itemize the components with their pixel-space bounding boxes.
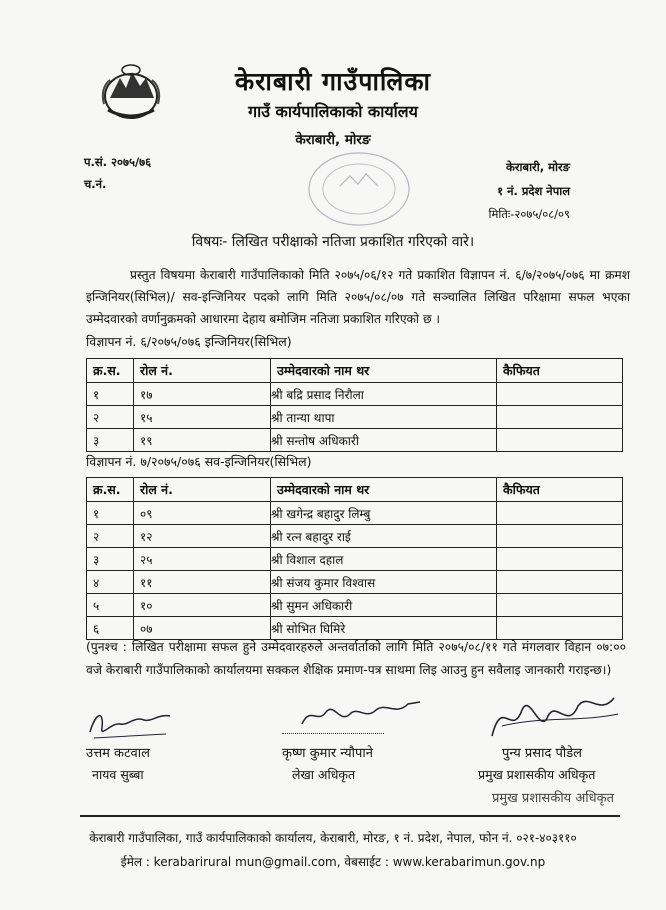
serial-cell: १ (87, 383, 134, 406)
office-seal-stamp (300, 146, 418, 232)
postscript-note: (पुनश्च : लिखित परीक्षामा सफल हुने उम्मेदवारहरुले अन्तर्वार्ताको लागि मिति २०७५/०८/११ गते मंगलवार विहान ०७:०० वजे केराबारी गाउँपालिकाको कार्यालयमा सक्कल शैक्षिक प्रमाण-पत्र साथमा लिइ आउनु हुन सवैलाइ जानकारी गराइन्छ।) (86, 640, 626, 677)
footer-address: केराबारी गाउँपालिका, गाउँ कार्यपालिकाको कार्यालय, केराबारी, मोरङ, १ नं. प्रदेश, नेपाल, फोन नं. ०२१-४०३११० (89, 831, 577, 845)
table-row (87, 571, 623, 594)
serial-cell: ५ (87, 594, 134, 617)
name-cell: श्री सन्तोष अधिकारी (271, 429, 497, 452)
remarks-cell (497, 429, 623, 452)
remarks-cell (497, 594, 623, 617)
table-header-row (87, 359, 623, 383)
address-line1: केराबारी, मोरङ (506, 160, 570, 174)
signature-1 (86, 702, 176, 744)
roll-cell: १२ (134, 525, 271, 548)
table-row (87, 406, 623, 429)
results-table-sub-engineer (86, 477, 623, 640)
roll-cell: १९ (134, 429, 271, 452)
col-serial: क्र.स. (87, 478, 134, 502)
name-cell: श्री सुमन अधिकारी (271, 594, 497, 617)
title-stamp: प्रमुख प्रशासकीय अधिकृत (492, 791, 615, 806)
roll-cell: २५ (134, 548, 271, 571)
office-location: केराबारी, मोरङ (295, 132, 371, 148)
roll-cell: ११ (134, 571, 271, 594)
body-paragraph-text: प्रस्तुत विषयमा केराबारी गाउँपालिकाको मिति २०७५/०६/१२ गते प्रकाशित विज्ञापन नं. ६/७/२०७५/०७६ मा क्रमश इन्जिनियर(सिभिल)/ सव-इन्जिनियर पदको लागि मिति २०७५/०८/०७ गते सञ्चालित लिखित परिक्षामा सफल भएका उम्मेदवारको वर्णानुक्रमको आधारमा देहाय बमोजिम नतिजा प्रकाशित गरिएको छ । (86, 268, 630, 326)
office-subtitle: गाउँ कार्यपालिकाको कार्यालय (248, 102, 418, 121)
reference-number: प.सं. २०७५/७६ (84, 155, 152, 169)
serial-cell: २ (87, 525, 134, 548)
table-row (87, 594, 623, 617)
letter-date: मितिः-२०७५/०८/०९ (488, 207, 570, 221)
remarks-cell (497, 502, 623, 525)
serial-cell: ६ (87, 617, 134, 640)
name-cell: श्री खगेन्द्र बहादुर लिम्बु (271, 502, 497, 525)
table1-heading: विज्ञापन नं. ६/२०७५/०७६ इन्जिनियर(सिभिल) (86, 334, 292, 349)
name-cell: श्री रत्न बहादुर राई (271, 525, 497, 548)
serial-cell: ३ (87, 548, 134, 571)
signatory-1-name: उत्तम कटवाल (86, 746, 150, 761)
signature-3 (482, 686, 622, 746)
serial-cell: १ (87, 502, 134, 525)
footer-divider (80, 815, 620, 817)
remarks-cell (497, 548, 623, 571)
signatory-2-title: लेखा अधिकृत (292, 767, 356, 782)
results-table-engineer (86, 358, 623, 452)
dispatch-number: च.नं. (84, 177, 107, 191)
table-row (87, 502, 623, 525)
serial-cell: ४ (87, 571, 134, 594)
name-cell: श्री बद्रि प्रसाद निरौला (271, 383, 497, 406)
roll-cell: ०९ (134, 502, 271, 525)
table-row (87, 383, 623, 406)
table-header-row (87, 478, 623, 502)
serial-cell: २ (87, 406, 134, 429)
table-row (87, 429, 623, 452)
name-cell: श्री संजय कुमार विश्वास (271, 571, 497, 594)
address-line2: १ नं. प्रदेश नेपाल (497, 184, 570, 198)
name-cell: श्री विशाल दहाल (271, 548, 497, 571)
col-roll: रोल नं. (134, 478, 271, 502)
col-roll: रोल नं. (134, 359, 271, 383)
name-cell: श्री सोभित घिमिरे (271, 617, 497, 640)
letter-subject: विषयः- लिखित परीक्षाको नतिजा प्रकाशित गरिएको वारे। (191, 234, 475, 250)
roll-cell: १७ (134, 383, 271, 406)
col-serial: क्र.स. (87, 359, 134, 383)
signatory-1-title: नायव सुब्बा (92, 767, 144, 782)
serial-cell: ३ (87, 429, 134, 452)
remarks-cell (497, 525, 623, 548)
table-row (87, 525, 623, 548)
remarks-cell (497, 383, 623, 406)
signatory-3-title: प्रमुख प्रशासकीय अधिकृत (478, 767, 596, 782)
col-name: उम्मेदवारको नाम थर (271, 359, 497, 383)
footer-contact: ईमेल : kerabarirural mun@gmail.com, वेबसाईट : www.kerabarimun.gov.np (120, 855, 546, 869)
col-remarks: कैफियत (497, 359, 623, 383)
roll-cell: १५ (134, 406, 271, 429)
signature-dotted-line (282, 733, 384, 734)
table2-heading: विज्ञापन नं. ७/२०७५/०७६ सव-इन्जिनियर(सिभिल) (86, 454, 312, 469)
signature-2 (296, 694, 426, 736)
roll-cell: १० (134, 594, 271, 617)
office-title: केराबारी गाउँपालिका (234, 67, 432, 96)
signatory-3-name: पुन्य प्रसाद पौडेल (502, 746, 582, 761)
name-cell: श्री तान्या थापा (271, 406, 497, 429)
col-name: उम्मेदवारको नाम थर (271, 478, 497, 502)
table-row (87, 548, 623, 571)
body-paragraph (86, 264, 630, 330)
signatory-2-name: कृष्ण कुमार न्यौपाने (282, 746, 373, 761)
col-remarks: कैफियत (497, 478, 623, 502)
roll-cell: ०७ (134, 617, 271, 640)
remarks-cell (497, 406, 623, 429)
remarks-cell (497, 571, 623, 594)
